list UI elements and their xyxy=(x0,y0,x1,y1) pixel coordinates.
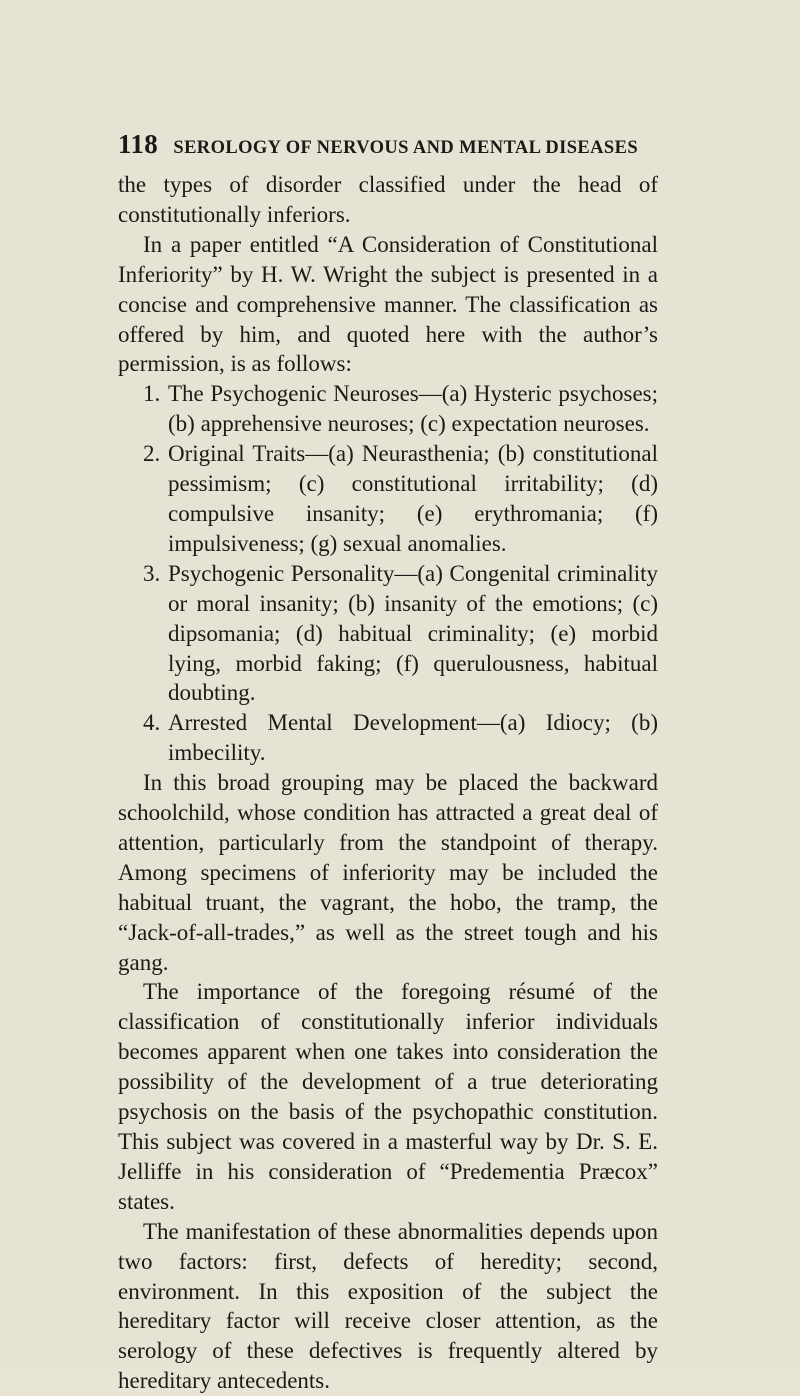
list-item-number: 2. xyxy=(143,441,161,467)
body-text xyxy=(118,170,658,1396)
list-item-number: 4. xyxy=(143,710,161,736)
list-item-text: The Psychogenic Neuroses—(a) Hysteric psychoses; (b) apprehensive neuroses; (c) expectation neuroses. xyxy=(168,381,658,437)
page-number: 118 xyxy=(118,129,159,159)
list-item-text: Psychogenic Personality—(a) Congenital criminality or moral insanity; (b) insanity of the emotions; (c) dipsomania; (d) habitual criminality; (e) morbid lying, morbid faking; (f) querulousness, habitual doubting. xyxy=(168,560,658,706)
list-item-number: 1. xyxy=(143,381,161,407)
list-item-number: 3. xyxy=(143,560,161,586)
list-item xyxy=(118,708,658,768)
running-header xyxy=(118,129,638,160)
list-item xyxy=(118,379,658,439)
paragraph-backward-schoolchild: In this broad grouping may be placed the backward schoolchild, whose condition has attracted a great deal of attention, particularly from the standpoint of therapy. Among specimens of inferiority may be included the habitual truant, the vagrant, the hobo, the tramp, the “Jack-of-all-trades,” as well as the street tough and his gang. xyxy=(118,770,658,975)
running-title: SEROLOGY OF NERVOUS AND MENTAL DISEASES xyxy=(173,138,639,158)
paragraph-importance-resume: The importance of the foregoing résumé of the classification of constitutionally inferior individuals becomes apparent when one takes into consideration the possibility of the development of a true deteriorating psychosis on the basis of the psychopathic constitution. This subject was covered in a masterful way by Dr. S. E. Jelliffe in his consideration of “Predementia Præcox” states. xyxy=(118,979,658,1214)
paragraph-manifestation: The manifestation of these abnormalities depends upon two factors: first, defects of heredity; second, environment. In this exposition of the subject the hereditary factor will receive closer attention, as the serology of these defectives is frequently altered by hereditary antecedents. xyxy=(118,1218,658,1394)
classification-list xyxy=(118,379,658,768)
paragraph-continued: the types of disorder classified under the head of constitutionally inferiors. xyxy=(118,172,658,227)
list-item-text: Original Traits—(a) Neurasthenia; (b) constitutional pessimism; (c) constitutional irritability; (d) compulsive insanity; (e) erythromania; (f) impulsiveness; (g) sexual anomalies. xyxy=(168,441,658,556)
paragraph-wright-paper: In a paper entitled “A Consideration of Constitutional Inferiority” by H. W. Wright the subject is presented in a concise and comprehensive manner. The classification as offered by him, and quoted here with the author’s permission, is as follows: xyxy=(118,231,658,377)
list-item-text: Arrested Mental Development—(a) Idiocy; (b) imbecility. xyxy=(168,710,658,766)
list-item xyxy=(118,559,658,709)
list-item xyxy=(118,439,658,559)
